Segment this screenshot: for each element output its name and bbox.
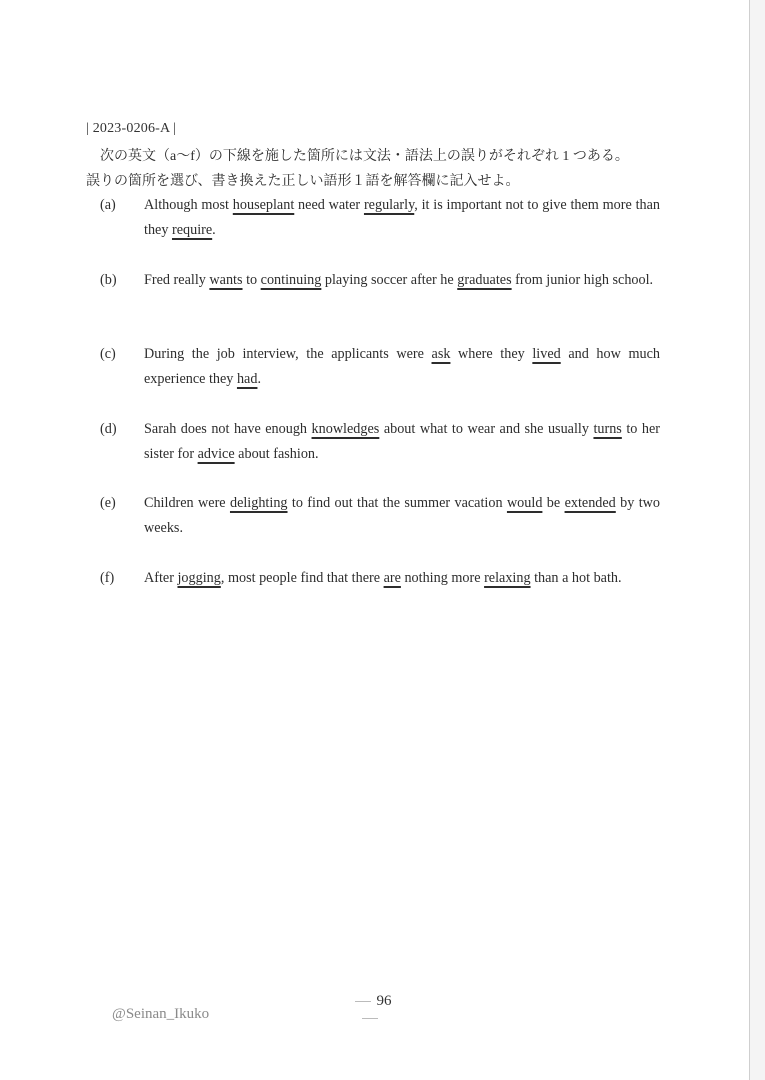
sentence-fragment: .	[212, 222, 216, 238]
underlined-phrase: houseplant	[232, 197, 295, 213]
underlined-phrase: wants	[209, 272, 243, 288]
underlined-phrase: regularly	[363, 197, 415, 213]
question-text	[144, 193, 660, 243]
sentence-fragment: about what to wear and she usually	[379, 421, 594, 437]
sentence-fragment: .	[257, 371, 261, 387]
sentence-fragment: Fred really	[144, 272, 210, 288]
sentence-fragment: to find out that the summer vacation	[287, 495, 507, 511]
underlined-phrase: extended	[564, 495, 616, 511]
sentence-fragment: nothing more	[400, 570, 485, 586]
sentence-fragment: to	[242, 272, 261, 288]
question-text	[144, 417, 660, 467]
sentence-fragment: , most people find that there	[220, 570, 384, 586]
instructions-line-2: 誤りの箇所を選び、書き換えた正しい語形１語を解答欄に記入せよ。	[86, 174, 520, 189]
underlined-phrase: had	[236, 371, 258, 387]
sentence-fragment: Sarah does not have enough	[144, 421, 312, 437]
sentence-fragment: from junior high school.	[511, 272, 654, 288]
underlined-phrase: are	[383, 570, 401, 586]
underlined-phrase: advice	[197, 446, 235, 462]
page-edge	[750, 0, 765, 1080]
question-label: (d)	[100, 421, 117, 437]
sentence-fragment: be	[542, 495, 565, 511]
underlined-phrase: require	[171, 222, 213, 238]
sentence-fragment: Although most	[144, 197, 233, 213]
page-number-value: 96	[376, 993, 392, 1009]
page-number-dash-right	[362, 1018, 378, 1019]
question-text	[144, 491, 660, 541]
sentence-fragment: , it is important not to give them more than they	[144, 197, 661, 238]
sentence-fragment: Children were	[144, 495, 230, 511]
sentence-fragment: where they	[450, 346, 533, 362]
instructions	[86, 144, 676, 194]
underlined-phrase: would	[506, 495, 543, 511]
underlined-phrase: turns	[593, 421, 622, 437]
underlined-phrase: ask	[431, 346, 451, 362]
question-text	[144, 268, 660, 293]
watermark: @Seinan_Ikuko	[112, 1006, 210, 1022]
underlined-phrase: delighting	[229, 495, 288, 511]
sentence-fragment: During the job interview, the applicants were	[144, 346, 432, 362]
question-label: (f)	[100, 570, 115, 586]
question-text	[144, 342, 660, 392]
underlined-phrase: graduates	[457, 272, 512, 288]
sentence-fragment: playing soccer after he	[321, 272, 458, 288]
underlined-phrase: continuing	[260, 272, 322, 288]
question-label: (a)	[100, 197, 116, 213]
question-label: (e)	[100, 495, 116, 511]
problem-code: | 2023-0206-A |	[86, 121, 177, 136]
instructions-line-1: 次の英文（a〜f）の下線を施した箇所には文法・語法上の誤りがそれぞれ 1 つある。	[100, 149, 629, 164]
page-number	[335, 993, 405, 1027]
underlined-phrase: lived	[532, 346, 561, 362]
sentence-fragment: and how much experience they	[144, 346, 660, 387]
sentence-fragment: by two weeks.	[144, 495, 661, 536]
sentence-fragment: need water	[294, 197, 364, 213]
sentence-fragment: to her sister for	[144, 421, 660, 462]
sentence-fragment: After	[144, 570, 178, 586]
underlined-phrase: jogging	[177, 570, 221, 586]
sentence-fragment: than a hot bath.	[530, 570, 622, 586]
underlined-phrase: relaxing	[484, 570, 531, 586]
question-label: (b)	[100, 272, 117, 288]
page-number-dash-left	[355, 1001, 371, 1002]
underlined-phrase: knowledges	[311, 421, 380, 437]
sentence-fragment: about fashion.	[234, 446, 319, 462]
question-label: (c)	[100, 346, 116, 362]
question-text	[144, 566, 660, 591]
